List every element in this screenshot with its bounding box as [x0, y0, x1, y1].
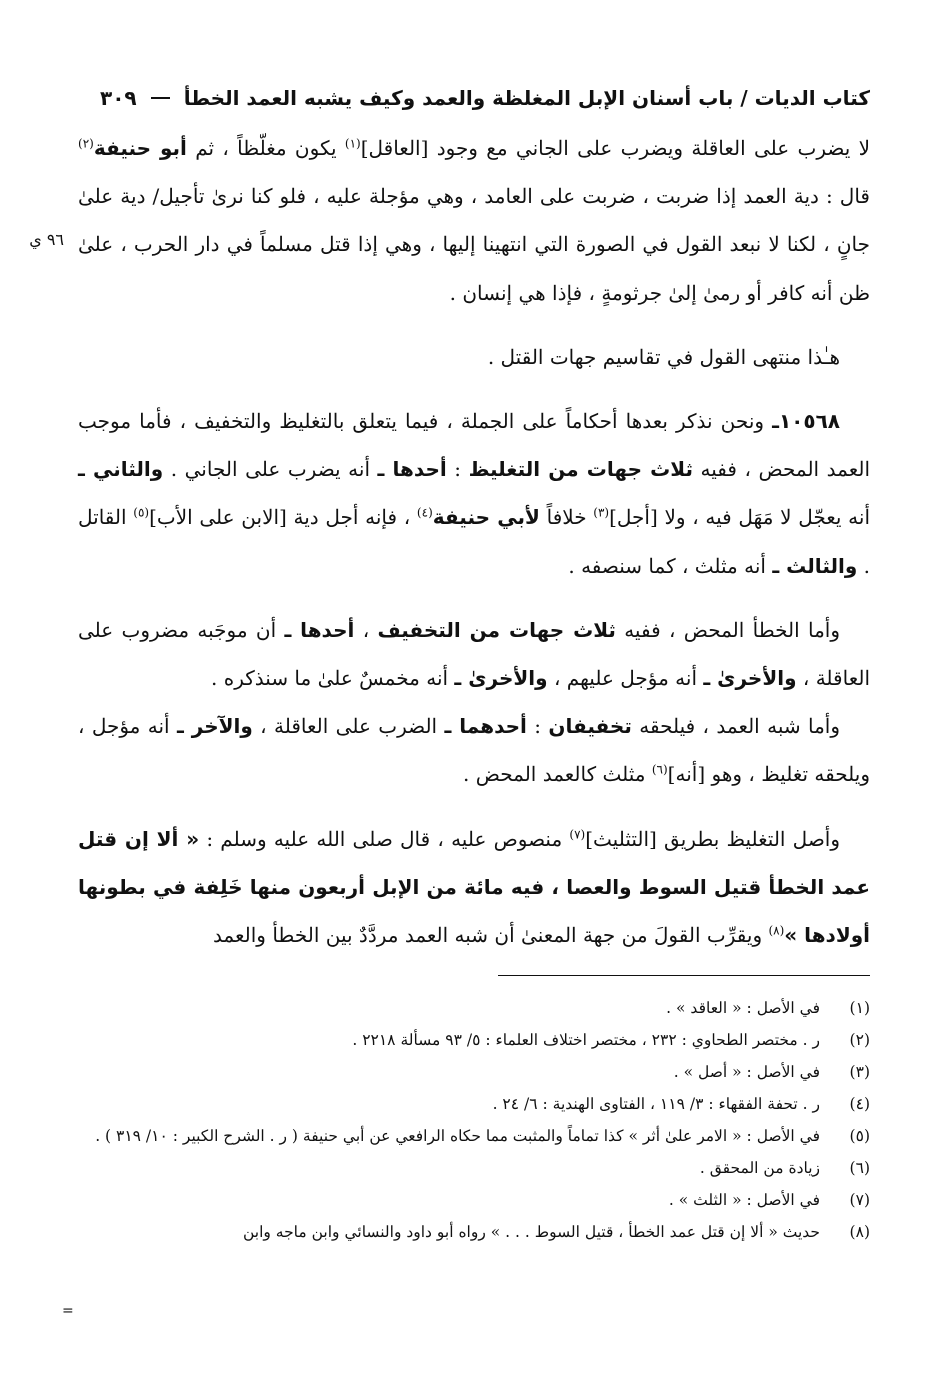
footnote-number: (٤) [849, 1095, 870, 1113]
paragraph: ١٠٥٦٨ـ ونحن نذكر بعدها أحكاماً على الجملة ، فيما يتعلق بالتغليظ والتخفيف ، فأما موجب العمد المحض ، ففيه ثلاث جهات من التغليظ : أحدها ـ أنه يضرب على الجاني . والثاني ـ أنه يعجّل لا مَهَل فيه ، ولا [أجل]$^{(٣)}$ خلافاً لأبي حنيفة$^{(٤)}$ ، فإنه أجل دية [الابن على الأب]$^{(٥)}$ القاتل . والثالث ـ أنه مثلث ، كما سنصفه . [78, 409, 871, 578]
footnote-text: زيادة من المحقق . [699, 1159, 820, 1177]
footnote-number: (٢) [849, 1031, 870, 1049]
footnote [70, 1152, 870, 1184]
paragraph: هـٰذا منتهى القول في تقاسيم جهات القتل . [487, 344, 840, 369]
continuation-mark: = [62, 1303, 74, 1319]
footnote-text: حديث « ألا إن قتل عمد الخطأ ، قتيل السوط . . . » رواه أبو داود والنسائي وابن ماجه وابن [242, 1223, 820, 1241]
footnote [70, 992, 870, 1024]
footnote-text: في الأصل : « الامر علىٰ أثر » كذا تماماً والمثبت مما حكاه الرافعي عن أبي حنيفة ( ر . الشرح الكبير : ١٠/ ٣١٩ ) . [95, 1127, 820, 1145]
page-number: ٣٠٩ [100, 86, 137, 110]
paragraph: وأصل التغليظ بطريق [التثليث]$^{(٧)}$ منصوص عليه ، قال صلى الله عليه وسلم : « ألا إن قتل عمد الخطأ قتيل السوط والعصا ، فيه مائة من الإبل أربعون منها خَلِفة في بطونها أولادها »$^{(٨)}$ ويقرِّب القولَ من جهة المعنىٰ أن شبه العمد مردَّدٌ بين الخطأ والعمد [78, 826, 870, 948]
footnote-number: (١) [849, 999, 870, 1017]
footnote-number: (٨) [849, 1223, 870, 1241]
header-title: كتاب الديات / باب أسنان الإبل المغلظة والعمد وكيف يشبه العمد الخطأ [183, 86, 870, 110]
footnote-text: في الأصل : « أصل » . [673, 1063, 820, 1081]
footnote-text: ر . تحفة الفقهاء : ٣/ ١١٩ ، الفتاوى الهندية : ٦/ ٢٤ . [492, 1095, 820, 1113]
footnote [70, 1056, 870, 1088]
footnote-divider [498, 975, 870, 976]
footnote-number: (٦) [849, 1159, 870, 1177]
footnote [70, 1024, 870, 1056]
paragraph: لا يضرب على العاقلة ويضرب على الجاني مع وجود [العاقل]$^{(١)}$ يكون مغلّظاً ، ثم أبو حنيفة$^{(٢)}$ قال : دية العمد إذا ضربت ، ضربت على العامد ، وهي مؤجلة عليه ، فلو كنا نرىٰ تأجيل/ دية علىٰ جانٍ ، لكنا لا نبعد القول في الصورة التي انتهينا إليها ، وهي إذا قتل مسلماً في دار الحرب ، علىٰ ظن أنه كافر أو رمىٰ إلىٰ جرثومةٍ ، فإذا هي إنسان . [78, 136, 870, 305]
footnotes [70, 992, 870, 1248]
footnote-number: (٥) [849, 1127, 870, 1145]
header-rule [151, 97, 170, 99]
footnote [70, 1088, 870, 1120]
paragraph: وأما الخطأ المحض ، ففيه ثلاث جهات من التخفيف ، أحدها ـ أن موجَبه مضروب على العاقلة ، والأخرىٰ ـ أنه مؤجل عليهم ، والأخرىٰ ـ أنه مخمسٌ علىٰ ما سنذكره . [78, 617, 870, 691]
paragraph: وأما شبه العمد ، فيلحقه تخفيفان : أحدهما ـ الضرب على العاقلة ، والآخر ـ أنه مؤجل ، ويلحقه تغليظ ، وهو [أنه]$^{(٦)}$ مثلث كالعمد المحض . [78, 714, 870, 787]
footnote-text: ر . مختصر الطحاوي : ٢٣٢ ، مختصر اختلاف العلماء : ٥/ ٩٣ مسألة ٢٢١٨ . [352, 1031, 820, 1049]
footnote-number: (٧) [849, 1191, 870, 1209]
footnote [70, 1216, 870, 1248]
main-text [78, 124, 870, 959]
footnote [70, 1184, 870, 1216]
footnote-text: في الأصل : « الثلث » . [668, 1191, 820, 1209]
footnote-number: (٣) [849, 1063, 870, 1081]
margin-manuscript-folio: ٩٦ ي [29, 230, 64, 249]
footnote [70, 1120, 870, 1152]
running-header [100, 78, 870, 118]
footnote-text: في الأصل : « العاقد » . [666, 999, 820, 1017]
